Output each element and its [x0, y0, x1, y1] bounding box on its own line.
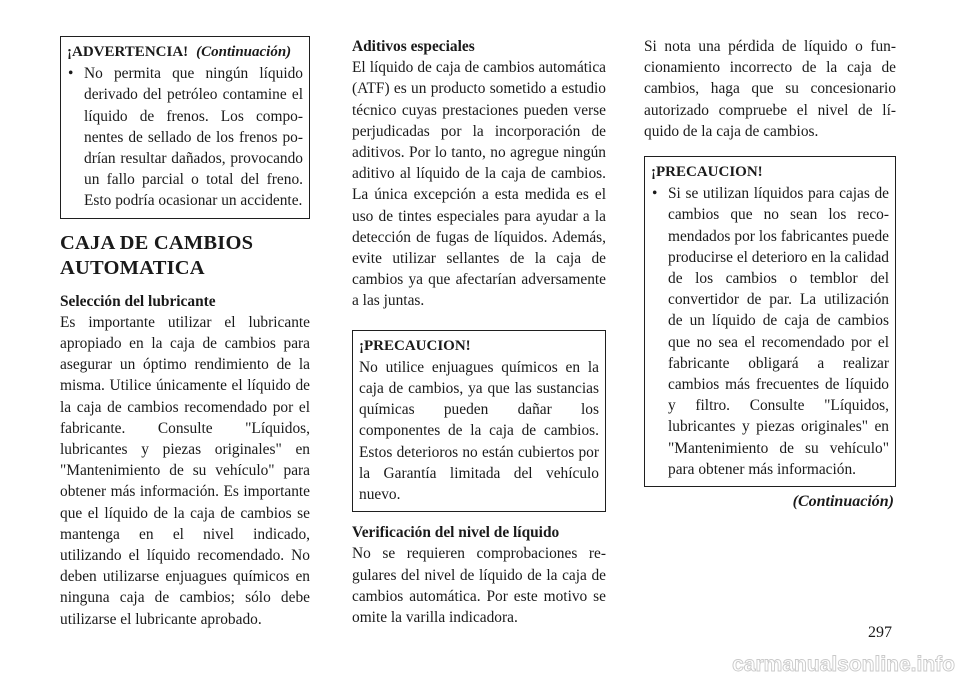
caution-bullet-item	[651, 183, 889, 480]
watermark-text: carmanualsonline.info	[732, 653, 955, 676]
bullet-icon: •	[652, 185, 658, 203]
caution-title-middle: ¡PRECAUCION!	[359, 337, 471, 354]
column-middle	[352, 36, 606, 628]
caution-bullet-text: Si se utilizan líquidos para cajas de cambios que no sean los recomendados por los fabricantes puede producirse el deterioro en la calidad de los cambios o temblor del convertidor de par. La utilización de un líquido de caja de cambios que no sea el recomendado por el fabricante obligará a realizar cambios más frecuentes de líquido y filtro. Consulte "Líquidos, lubricantes y piezas originales" en "Mantenimiento de su vehículo" para obtener más información.	[668, 185, 889, 478]
caution-text-middle: No utilice enjuagues químicos en la caja de cambios, ya que las sustancias químicas pueden dañar los componentes de la caja de cambios. Estos deterioros no están cubiertos por la Garantía limitada del vehículo nuevo.	[359, 358, 599, 504]
warning-title	[67, 42, 303, 63]
caution-title-right: ¡PRECAUCION!	[651, 164, 763, 181]
additives-paragraph: El líquido de caja de cambios automática (ATF) es un producto sometido a estudio técnico cuyas prestaciones pueden verse perjudicadas por la incorporación de aditivos. Por lo tanto, no agregue ningún aditivo al líquido de la caja de cambios. La única excepción a esta medida es el uso de tintes especiales para ayudar a la detección de fugas de líquidos. Además, evite utilizar sellantes de la caja de cambios ya que afectarían adversamente a las juntas.	[352, 59, 606, 310]
bullet-icon: •	[68, 65, 74, 83]
watermark-logo	[574, 652, 956, 676]
caution-box-middle	[352, 330, 606, 513]
continued-label: (Continuación)	[792, 493, 894, 511]
warning-continued-label: (Continuación)	[196, 44, 292, 60]
lubricant-heading: Selección del lubricante	[60, 292, 216, 310]
section-title	[60, 231, 310, 281]
fluid-level-heading: Verificación del nivel de líquido	[352, 524, 560, 542]
warning-label: ¡ADVERTENCIA!	[67, 44, 189, 60]
warning-bullet-text: No permita que ningún líquido derivado del petróleo contamine el líquido de frenos. Los componentes de sellado de los frenos podrían resultar dañados, provocando un fallo parcial o total del freno. Esto podría ocasionar un accidente.	[84, 65, 303, 210]
additives-heading: Aditivos especiales	[352, 38, 475, 55]
column-left	[60, 36, 310, 630]
page-number: 297	[868, 624, 892, 641]
column-right	[644, 36, 896, 512]
warning-bullet-item	[67, 63, 303, 211]
fluid-loss-paragraph: Si nota una pérdida de líquido o funcionamiento incorrecto de la caja de cambios, haga que su concesionario autorizado compruebe el nivel de líquido de la caja de cambios.	[644, 38, 896, 140]
fluid-level-paragraph: No se requieren comprobaciones regulares del nivel de líquido de la caja de cambios automática. Por este motivo se omite la varilla indicadora.	[352, 545, 606, 627]
caution-box-right	[644, 156, 896, 487]
section-title-line1: CAJA DE CAMBIOS	[60, 231, 254, 254]
section-title-line2: AUTOMATICA	[60, 256, 205, 279]
warning-box	[60, 36, 310, 219]
lubricant-paragraph: Es importante utilizar el lubricante apropiado en la caja de cambios para asegurar un óptimo rendimiento de la misma. Utilice únicamente el líquido de la caja de cambios recomendado por el fabricante. Consulte "Líquidos, lubricantes y piezas originales" en "Mantenimiento de su vehículo" para obtener más información. Es importante que el líquido de la caja de cambios se mantenga en el nivel indicado, utilizando el líquido recomendado. No deben utilizarse enjuagues químicos en ninguna caja de cambios; sólo debe utilizarse el lubricante aprobado.	[60, 313, 310, 628]
